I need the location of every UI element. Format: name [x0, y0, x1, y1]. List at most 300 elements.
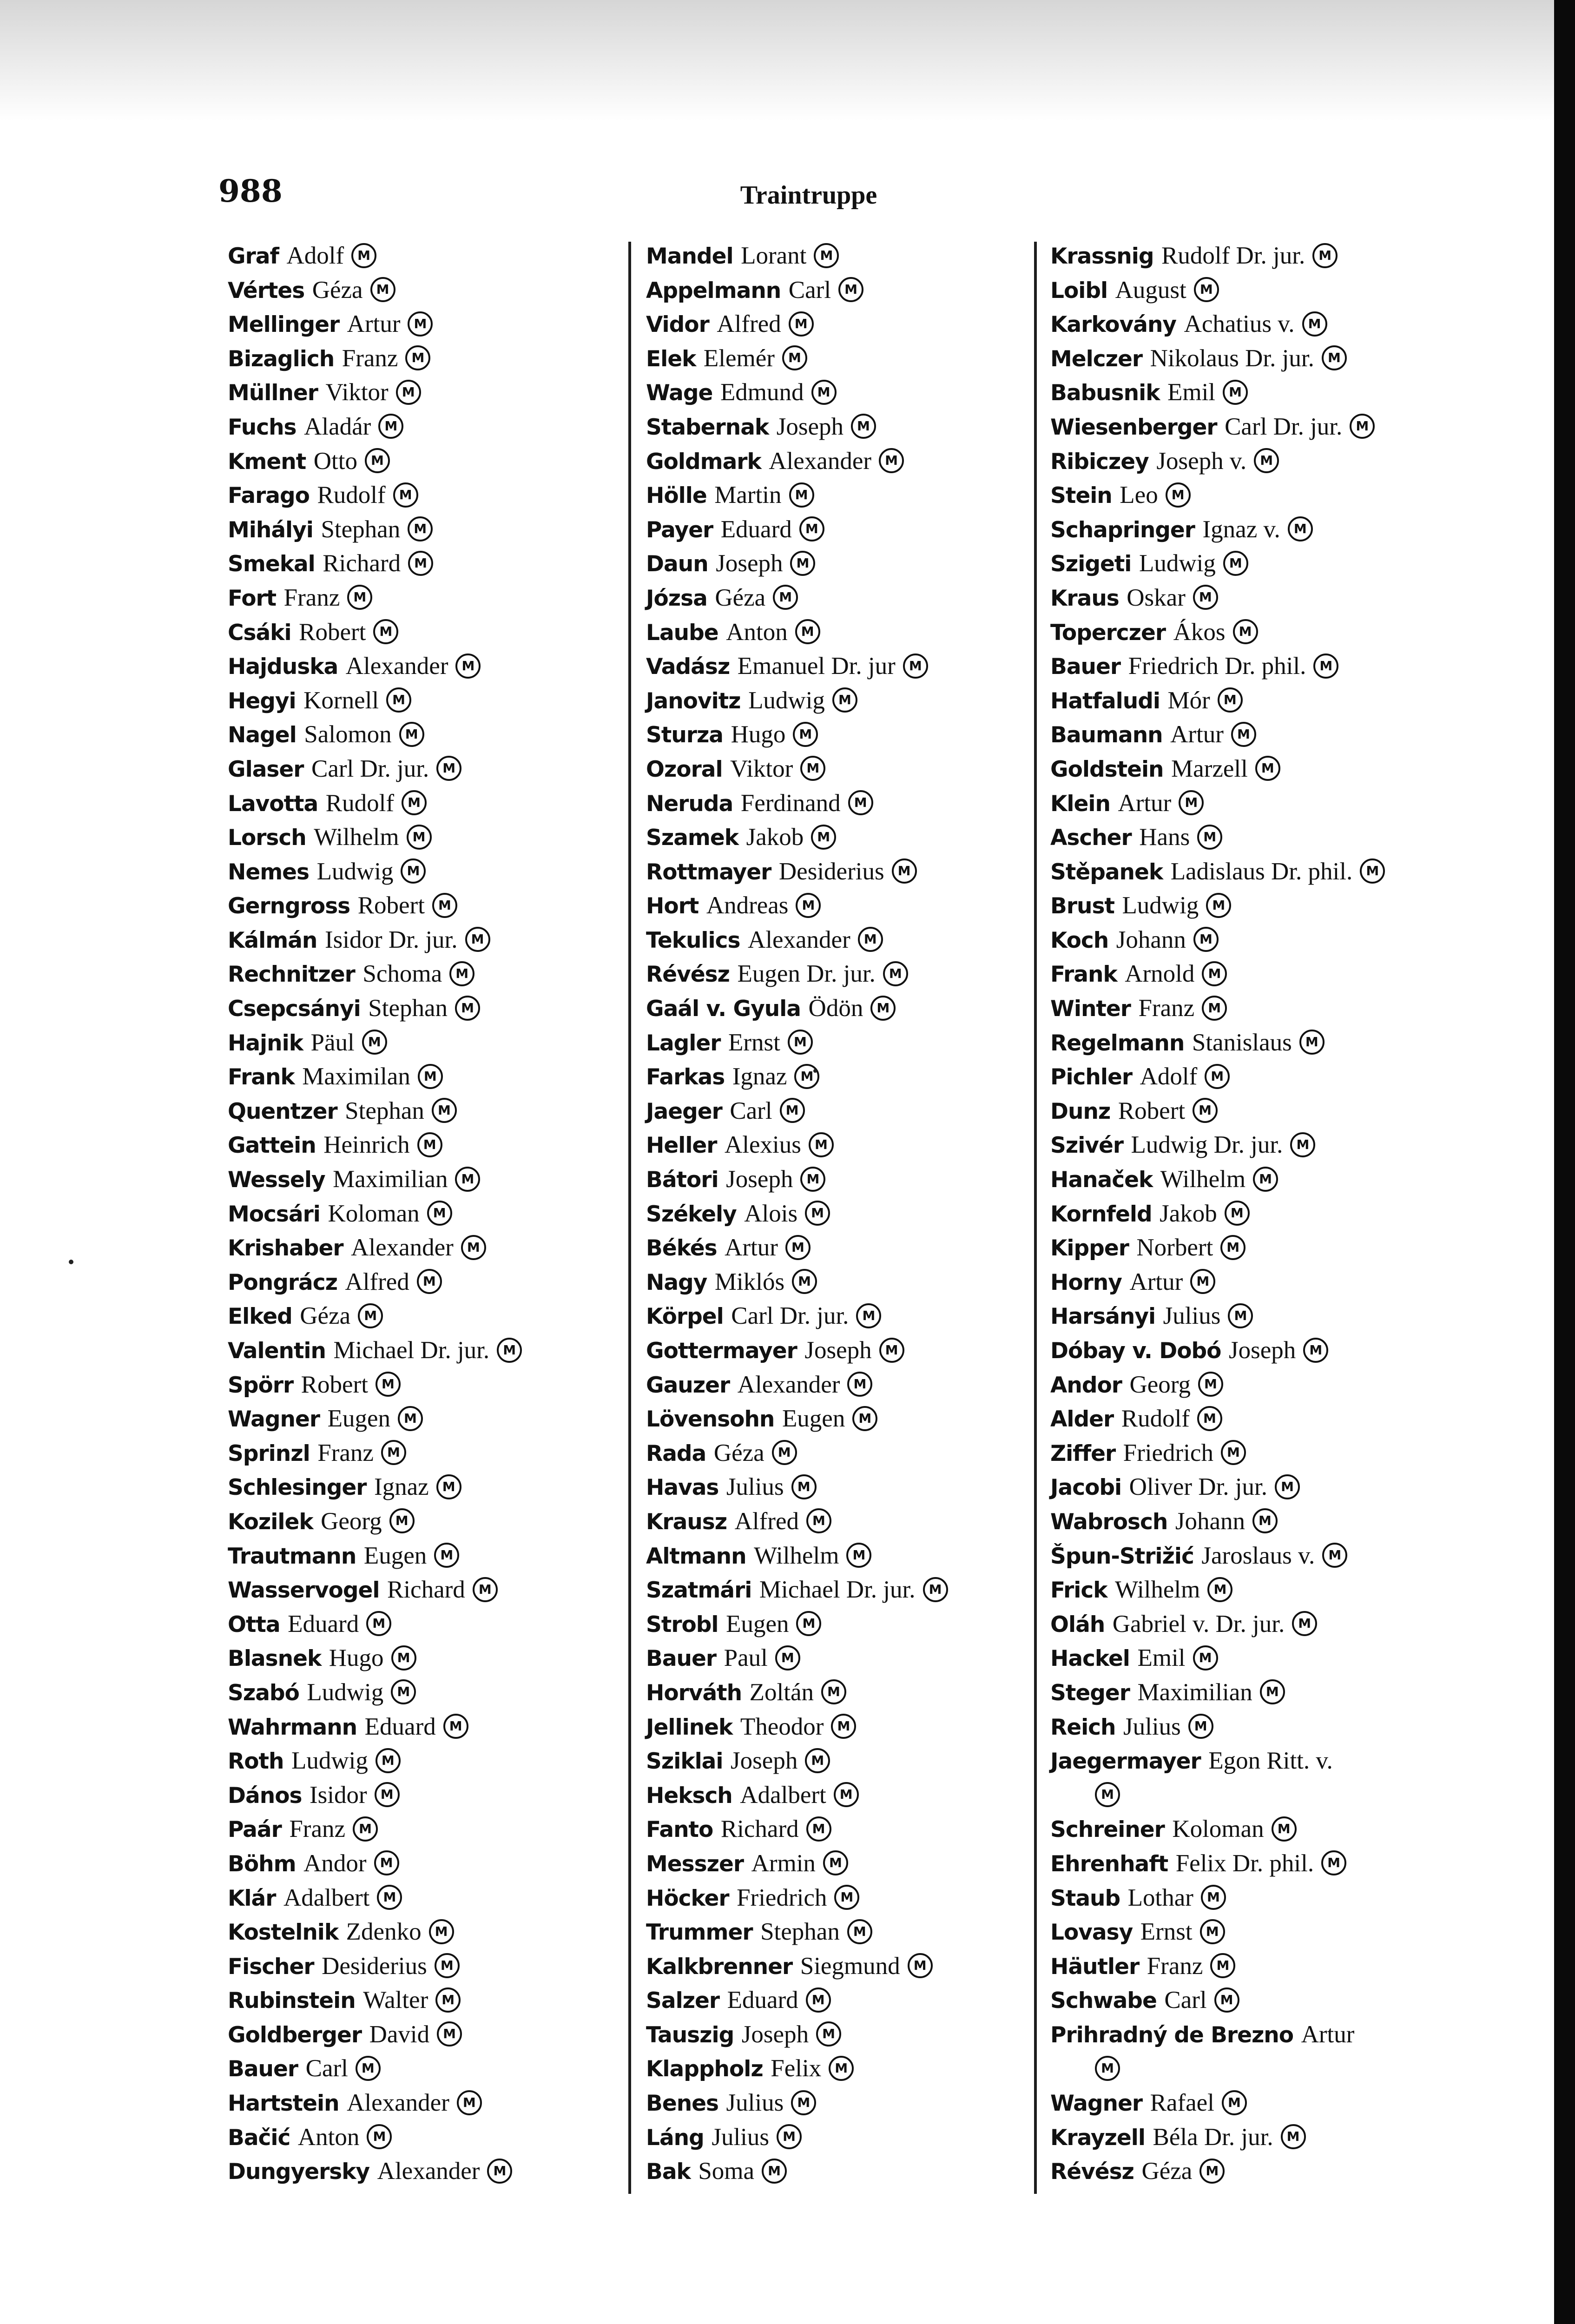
entry-surname: Gerngross	[228, 893, 350, 919]
entry-given-name: Edmund	[720, 379, 804, 406]
military-mark-icon: M	[435, 1953, 460, 1978]
entry-surname: Messzer	[646, 1851, 744, 1877]
entry-given-name: Alfred	[345, 1268, 409, 1295]
list-item	[228, 855, 623, 889]
military-mark-icon: M	[1255, 756, 1280, 781]
entry-surname: Salzer	[646, 1988, 720, 2014]
list-item	[646, 855, 1046, 889]
entry-given-name: Carl Dr. jur.	[731, 1302, 849, 1330]
entry-given-name: Joseph v.	[1156, 447, 1247, 475]
list-item	[228, 786, 623, 821]
list-item	[646, 1641, 1046, 1676]
entry-surname: Szivér	[1050, 1133, 1124, 1159]
entry-given-name: Ödön	[808, 995, 863, 1022]
military-mark-icon: M	[870, 996, 896, 1021]
entry-surname: Kment	[228, 449, 306, 475]
list-item	[646, 1299, 1046, 1334]
entry-surname: Goldstein	[1050, 756, 1164, 782]
military-mark-icon: M	[1199, 2159, 1225, 2184]
military-mark-icon: M	[1272, 1816, 1297, 1842]
list-item	[1050, 513, 1459, 547]
entry-surname: Krausz	[646, 1509, 727, 1535]
list-item	[646, 1026, 1046, 1060]
entry-surname: Vértes	[228, 277, 305, 304]
military-mark-icon: M	[805, 1201, 830, 1226]
entry-surname: Pichler	[1050, 1064, 1133, 1090]
entry-given-name: Jaroslaus v.	[1201, 1542, 1315, 1569]
military-mark-icon: M	[1197, 1406, 1222, 1431]
military-mark-icon: M	[1233, 619, 1258, 644]
entry-given-name: Julius	[726, 1473, 784, 1501]
entry-given-name: Oliver Dr. jur.	[1129, 1473, 1267, 1501]
military-mark-icon: M	[788, 1030, 813, 1055]
military-mark-icon: M	[393, 482, 418, 508]
list-item	[228, 1505, 623, 1539]
list-item	[228, 239, 623, 273]
military-mark-icon: M	[407, 825, 432, 850]
entry-given-name: Oskar	[1127, 584, 1186, 611]
entry-given-name: Zdenko	[346, 1918, 422, 1946]
entry-surname: Melczer	[1050, 346, 1143, 372]
entry-given-name: Ludwig	[748, 687, 825, 714]
list-item	[228, 1094, 623, 1129]
entry-given-name: Ludwig	[1139, 550, 1216, 577]
list-item	[1050, 1299, 1459, 1334]
list-item	[228, 342, 623, 376]
list-item	[1050, 1539, 1459, 1573]
entry-surname: Bak	[646, 2159, 691, 2185]
entry-surname: Paár	[228, 1817, 282, 1843]
military-mark-icon: M	[1210, 1953, 1235, 1978]
entry-surname: Goldberger	[228, 2022, 362, 2048]
military-mark-icon: M	[1260, 1679, 1285, 1704]
entry-given-name: Alfred	[717, 310, 781, 338]
entry-surname: Dungyersky	[228, 2159, 370, 2185]
military-mark-icon: M	[1214, 1987, 1239, 2013]
entry-surname: Hatfaludi	[1050, 688, 1160, 714]
entry-given-name: Robert	[299, 618, 366, 646]
entry-surname: Brust	[1050, 893, 1114, 919]
entry-surname: Regelmann	[1050, 1030, 1185, 1056]
list-item	[646, 684, 1046, 718]
military-mark-icon: M	[487, 2159, 512, 2184]
list-item	[228, 1915, 623, 1949]
entry-surname: Nagy	[646, 1269, 707, 1295]
list-item	[228, 2120, 623, 2155]
military-mark-icon: M	[1194, 277, 1219, 302]
entry-surname: Gottermayer	[646, 1338, 797, 1364]
entry-surname: Kálmán	[228, 927, 317, 953]
list-item	[228, 1470, 623, 1505]
military-mark-icon: M	[375, 1782, 400, 1807]
military-mark-icon: M	[851, 414, 876, 439]
list-item	[1050, 1710, 1459, 1744]
entry-surname: Szamek	[646, 825, 739, 851]
entry-given-name: Jakob	[1160, 1200, 1217, 1227]
list-item	[228, 1812, 623, 1847]
scan-speck	[69, 1260, 73, 1264]
military-mark-icon: M	[1302, 311, 1327, 337]
military-mark-icon: M	[367, 2124, 392, 2149]
list-item	[1050, 615, 1459, 650]
entry-given-name: Wilhelm	[314, 824, 399, 851]
entry-given-name: Artur	[725, 1234, 778, 1261]
list-item	[646, 2120, 1046, 2155]
list-item	[646, 1744, 1046, 1778]
entry-given-name: Viktor	[325, 379, 389, 406]
list-item	[646, 1539, 1046, 1573]
entry-given-name: Ernst	[1140, 1918, 1193, 1946]
entry-surname: Winter	[1050, 996, 1131, 1022]
list-item	[228, 1197, 623, 1231]
entry-given-name: Desiderius	[322, 1952, 427, 1980]
military-mark-icon: M	[1095, 2056, 1120, 2081]
list-item	[228, 1744, 623, 1778]
entry-surname: Oláh	[1050, 1611, 1105, 1637]
military-mark-icon: M	[1303, 1338, 1328, 1363]
list-item	[646, 1368, 1046, 1402]
entry-surname: Janovitz	[646, 688, 741, 714]
military-mark-icon: M	[1299, 1030, 1325, 1055]
military-mark-icon: M	[358, 1303, 383, 1328]
entry-given-name: Richard	[720, 1816, 799, 1843]
list-item	[1050, 752, 1459, 786]
entry-surname: Lagler	[646, 1030, 721, 1056]
list-item	[228, 1334, 623, 1368]
military-mark-icon: M	[1322, 345, 1347, 370]
military-mark-icon: M	[790, 551, 815, 576]
list-item	[228, 718, 623, 752]
entry-given-name: Isidor	[310, 1781, 367, 1809]
military-mark-icon: M	[427, 1201, 452, 1226]
military-mark-icon: M	[852, 1406, 877, 1431]
list-item	[646, 1778, 1046, 1813]
entry-given-name: Julius	[1123, 1713, 1181, 1740]
list-item	[646, 1983, 1046, 2018]
list-item	[228, 820, 623, 855]
entry-given-name: Alexander	[351, 1234, 454, 1261]
list-item	[646, 1915, 1046, 1949]
military-mark-icon: M	[437, 2021, 462, 2047]
entry-surname: Dóbay v. Dobó	[1050, 1338, 1221, 1364]
scan-edge-right	[1554, 0, 1575, 2324]
entry-surname: Lavotta	[228, 791, 318, 817]
military-mark-icon: M	[374, 1850, 399, 1875]
list-item	[646, 1402, 1046, 1436]
list-item	[646, 786, 1046, 821]
entry-given-name: Johann	[1175, 1507, 1245, 1535]
military-mark-icon: M	[1350, 414, 1375, 439]
entry-given-name: Zoltán	[749, 1678, 814, 1706]
list-item	[1050, 718, 1459, 752]
entry-surname: Vadász	[646, 654, 730, 680]
list-item	[646, 1094, 1046, 1129]
list-item	[646, 957, 1046, 991]
military-mark-icon: M	[399, 722, 424, 747]
entry-surname: Bátori	[646, 1167, 718, 1193]
entry-surname: Stabernak	[646, 414, 769, 440]
military-mark-icon: M	[1252, 1508, 1278, 1533]
entry-given-name: Päul	[310, 1029, 355, 1056]
military-mark-icon: M	[923, 1577, 948, 1602]
entry-given-name: Franz	[317, 1439, 374, 1466]
list-item	[228, 1265, 623, 1300]
entry-surname: Otta	[228, 1611, 280, 1637]
list-item	[228, 752, 623, 786]
military-mark-icon: M	[1179, 790, 1204, 815]
entry-given-name: Stephan	[760, 1918, 840, 1946]
entry-surname: Lovasy	[1050, 1920, 1133, 1946]
military-mark-icon: M	[1225, 1201, 1250, 1226]
list-item	[228, 1026, 623, 1060]
military-mark-icon: M	[1193, 585, 1218, 610]
list-item	[1050, 1676, 1459, 1710]
list-item	[646, 649, 1046, 684]
list-item	[646, 2154, 1046, 2189]
list-item	[646, 1812, 1046, 1847]
entry-surname: Schwabe	[1050, 1988, 1157, 2014]
entry-given-name: Carl	[730, 1097, 772, 1124]
entry-given-name: Stephan	[345, 1097, 424, 1124]
entry-surname: Tekulics	[646, 927, 740, 953]
military-mark-icon: M	[791, 1474, 817, 1499]
military-mark-icon: M	[455, 996, 480, 1021]
entry-given-name: Joseph	[726, 1166, 793, 1193]
name-list	[228, 239, 1459, 2219]
page-header	[218, 173, 1399, 224]
list-item	[1050, 581, 1459, 615]
list-item	[646, 991, 1046, 1026]
list-item	[646, 1128, 1046, 1162]
list-item	[228, 2154, 623, 2189]
entry-given-name: Géza	[300, 1302, 351, 1330]
military-mark-icon: M	[821, 1679, 846, 1704]
military-mark-icon: M	[408, 516, 433, 541]
list-item	[1050, 2018, 1459, 2052]
entry-surname: Csepcsányi	[228, 996, 361, 1022]
entry-surname: Bačić	[228, 2125, 290, 2151]
list-item	[228, 1983, 623, 2018]
entry-surname: Nagel	[228, 722, 297, 748]
entry-given-name: Aladár	[304, 413, 371, 440]
military-mark-icon: M	[879, 1338, 904, 1363]
military-mark-icon: M	[879, 448, 904, 473]
list-item	[1050, 1573, 1459, 1607]
military-mark-icon: M	[799, 516, 824, 541]
entry-given-name: Marzell	[1171, 755, 1248, 782]
entry-surname: Schlesinger	[228, 1475, 367, 1501]
military-mark-icon: M	[1292, 1611, 1317, 1636]
list-item	[1050, 1915, 1459, 1949]
military-mark-icon: M	[417, 1132, 442, 1157]
list-item	[646, 1334, 1046, 1368]
list-item	[228, 1641, 623, 1676]
military-mark-icon: M	[829, 2056, 854, 2081]
list-item	[228, 307, 623, 342]
entry-given-name: Viktor	[730, 755, 793, 782]
military-mark-icon: M	[347, 585, 372, 610]
entry-given-name: August	[1115, 276, 1186, 304]
entry-given-name: Géza	[1141, 2158, 1193, 2185]
military-mark-icon: M	[772, 1440, 797, 1465]
military-mark-icon: M	[816, 2021, 841, 2047]
entry-given-name: Leo	[1120, 482, 1158, 509]
entry-given-name: Rafael	[1150, 2089, 1214, 2117]
military-mark-icon: M	[1193, 1645, 1218, 1670]
entry-surname: Müllner	[228, 380, 318, 406]
entry-surname: Špun-Strižić	[1050, 1543, 1194, 1569]
military-mark-icon: M	[762, 2159, 787, 2184]
entry-given-name: Arnold	[1125, 960, 1195, 988]
entry-given-name: Wilhelm	[1160, 1166, 1246, 1193]
entry-given-name: Michael Dr. jur.	[759, 1576, 916, 1604]
list-item	[1050, 307, 1459, 342]
entry-surname: Sturza	[646, 722, 724, 748]
entry-given-name: Adalbert	[740, 1781, 826, 1809]
military-mark-icon: M	[1313, 654, 1338, 679]
list-item	[1050, 2052, 1459, 2086]
military-mark-icon: M	[386, 687, 411, 713]
list-item	[1050, 820, 1459, 855]
list-item	[646, 889, 1046, 923]
military-mark-icon: M	[1223, 380, 1248, 405]
list-item	[228, 478, 623, 513]
list-item	[646, 376, 1046, 410]
military-mark-icon: M	[497, 1338, 522, 1363]
entry-surname: Graf	[228, 244, 279, 269]
entry-surname: Kalkbrenner	[646, 1954, 793, 1980]
entry-surname: Hajduska	[228, 654, 338, 680]
entry-given-name: Rudolf	[1121, 1405, 1190, 1433]
entry-given-name: Walter	[363, 1987, 428, 2014]
entry-surname: Frank	[1050, 962, 1117, 988]
entry-given-name: Friedrich	[1123, 1439, 1213, 1466]
entry-given-name: Elemér	[703, 344, 775, 372]
entry-surname: Stěpanek	[1050, 859, 1163, 885]
list-item	[1050, 991, 1459, 1026]
entry-surname: Ascher	[1050, 825, 1132, 851]
entry-given-name: Joseph	[716, 550, 783, 577]
entry-given-name: Carl Dr. jur.	[311, 755, 429, 782]
military-mark-icon: M	[429, 1919, 454, 1944]
entry-given-name: Nikolaus Dr. jur.	[1150, 344, 1314, 372]
entry-surname: Fanto	[646, 1817, 713, 1843]
entry-given-name: Achatius v.	[1184, 310, 1295, 338]
entry-surname: Stein	[1050, 483, 1112, 509]
entry-given-name: Stephan	[321, 515, 401, 543]
list-item	[1050, 2120, 1459, 2155]
list-item	[646, 444, 1046, 479]
list-item	[646, 1470, 1046, 1505]
entry-given-name: Georg	[321, 1507, 382, 1535]
list-item	[1050, 410, 1459, 444]
military-mark-icon: M	[883, 961, 908, 986]
military-mark-icon: M	[800, 756, 825, 781]
list-item	[1050, 855, 1459, 889]
military-mark-icon: M	[436, 1474, 461, 1499]
entry-surname: Trummer	[646, 1920, 753, 1946]
entry-given-name: Eduard	[727, 1987, 798, 2014]
entry-surname: Rechnitzer	[228, 962, 355, 988]
entry-given-name: Béla Dr. jur.	[1153, 2123, 1273, 2151]
list-item	[228, 1881, 623, 1915]
entry-given-name: Heinrich	[323, 1131, 410, 1159]
entry-surname: Hegyi	[228, 688, 296, 714]
entry-surname: Andor	[1050, 1372, 1122, 1398]
entry-given-name: Richard	[387, 1576, 465, 1604]
list-item	[228, 615, 623, 650]
list-item	[228, 1607, 623, 1642]
list-item	[646, 1197, 1046, 1231]
list-item	[228, 1778, 623, 1813]
entry-surname: Bizaglich	[228, 346, 335, 372]
entry-surname: Wabrosch	[1050, 1509, 1168, 1535]
list-item	[646, 1676, 1046, 1710]
entry-surname: Dános	[228, 1783, 302, 1809]
entry-surname: Láng	[646, 2125, 704, 2151]
entry-given-name: Eugen	[726, 1610, 789, 1637]
list-item	[228, 1162, 623, 1197]
list-item	[646, 1231, 1046, 1265]
entry-surname: Klein	[1050, 791, 1110, 817]
entry-surname: Karkovány	[1050, 312, 1177, 338]
entry-surname: Frank	[228, 1064, 295, 1090]
entry-surname: Valentin	[228, 1338, 326, 1364]
list-item	[646, 307, 1046, 342]
entry-given-name: Felix	[771, 2055, 822, 2082]
page-title: Traintruppe	[740, 181, 877, 210]
entry-surname: Szigeti	[1050, 551, 1132, 577]
entry-given-name: Richard	[323, 550, 401, 577]
entry-given-name: Adalbert	[283, 1884, 370, 1911]
military-mark-icon: M	[858, 927, 883, 952]
entry-given-name: Desiderius	[778, 858, 884, 885]
entry-surname: Mandel	[646, 244, 733, 269]
entry-given-name: Friedrich Dr. phil.	[1128, 653, 1306, 680]
entry-surname: Frick	[1050, 1578, 1107, 1604]
entry-surname: Babusnik	[1050, 380, 1160, 406]
entry-surname: Schreiner	[1050, 1817, 1165, 1843]
entry-surname: Pongrácz	[228, 1269, 337, 1295]
entry-given-name: Alexander	[769, 447, 872, 475]
list-item	[646, 923, 1046, 957]
entry-given-name: Alexander	[345, 653, 448, 680]
entry-surname: Csáki	[228, 620, 291, 646]
entry-given-name: Siegmund	[800, 1952, 900, 1980]
military-mark-icon: M	[806, 1987, 831, 2013]
entry-surname: Székely	[646, 1201, 737, 1227]
list-item	[1050, 1607, 1459, 1642]
entry-given-name: Géza	[715, 584, 766, 611]
entry-given-name: Eugen	[327, 1405, 390, 1433]
entry-surname: Ribiczey	[1050, 449, 1149, 475]
military-mark-icon: M	[892, 858, 917, 884]
entry-surname: Krishaber	[228, 1235, 343, 1261]
entry-given-name: Joseph	[741, 2020, 809, 2048]
entry-given-name: Joseph	[804, 1337, 872, 1364]
entry-surname: Fuchs	[228, 414, 297, 440]
military-mark-icon: M	[418, 1064, 443, 1089]
entry-surname: Ehrenhaft	[1050, 1851, 1168, 1877]
military-mark-icon: M	[831, 1714, 856, 1739]
entry-surname: Ozoral	[646, 756, 723, 782]
entry-given-name: Maximilan	[302, 1063, 410, 1090]
entry-surname: Kostelnik	[228, 1920, 339, 1946]
entry-surname: Kipper	[1050, 1235, 1129, 1261]
entry-surname: Prihradný de Brezno	[1050, 2022, 1294, 2048]
entry-surname: Jaeger	[646, 1098, 722, 1124]
list-item	[646, 342, 1046, 376]
